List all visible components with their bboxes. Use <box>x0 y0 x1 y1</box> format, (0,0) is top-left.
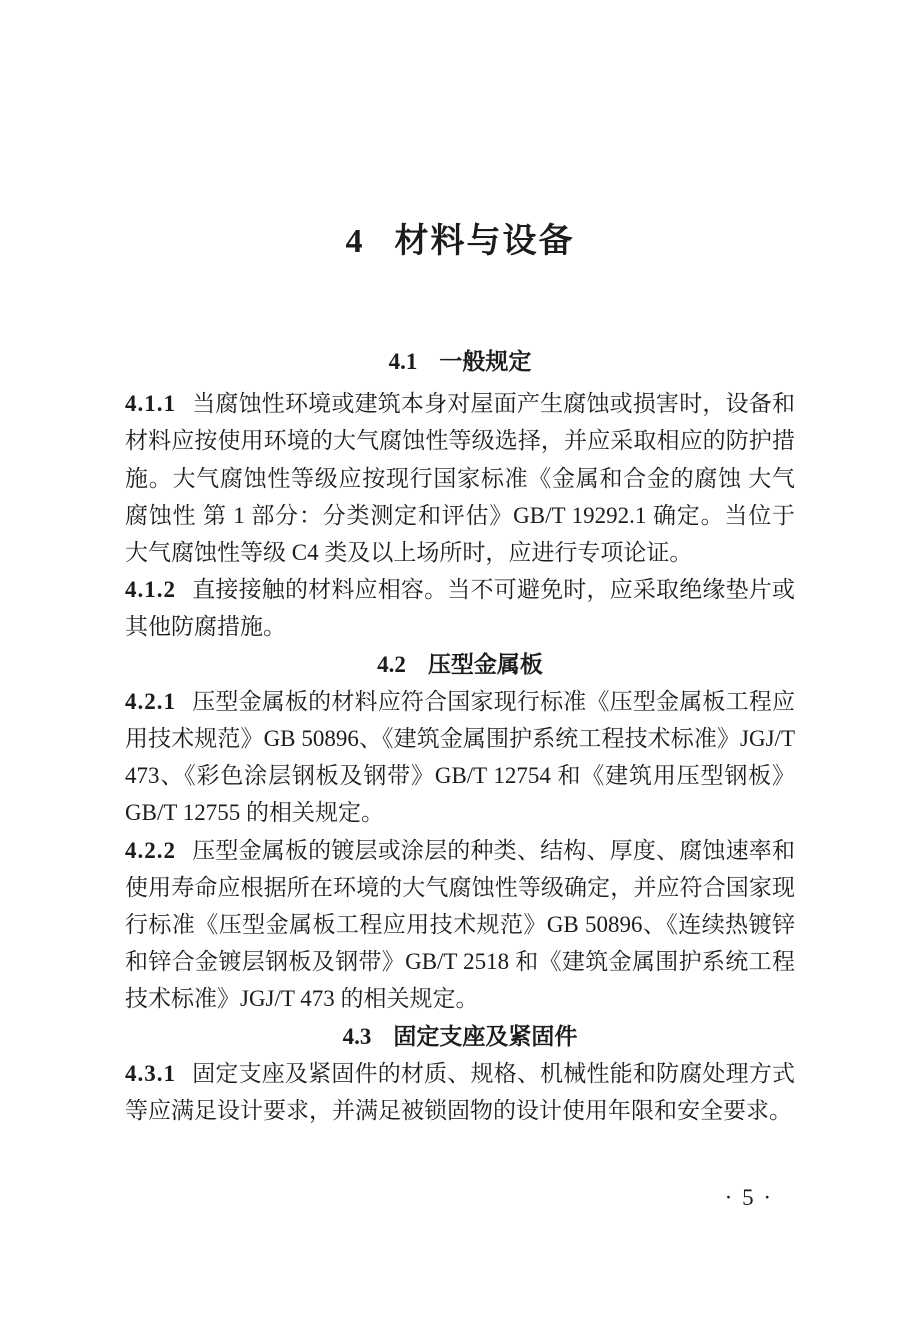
clause-4-1-1 <box>125 385 795 571</box>
page-number: · 5 · <box>724 1185 773 1210</box>
section-4-3-number: 4.3 <box>342 1023 372 1049</box>
clause-4-2-2 <box>125 832 795 1018</box>
section-4-1-title: 一般规定 <box>439 349 532 374</box>
clause-4-2-1-number: 4.2.1 <box>125 688 176 714</box>
clause-4-1-2-number: 4.1.2 <box>125 577 176 603</box>
chapter-title-text: 材料与设备 <box>394 223 575 260</box>
clause-4-1-1-text: 当腐蚀性环境或建筑本身对屋面产生腐蚀或损害时，设备和材料应按使用环境的大气腐蚀性等级选择，并应采取相应的防护措施。大气腐蚀性等级应按现行国家标准《金属和合金的腐蚀 大气腐蚀性 第 1 部分：分类测定和评估》GB/T 19292.1 确定。当位于大气腐蚀性等级 C4 类及以上场所时，应进行专项论证。 <box>125 391 795 566</box>
clause-4-3-1-number: 4.3.1 <box>125 1060 176 1086</box>
section-4-2 <box>125 646 795 1018</box>
page-content <box>125 0 795 1129</box>
clause-4-2-2-number: 4.2.2 <box>125 837 176 863</box>
clause-4-3-1-text: 固定支座及紧固件的材质、规格、机械性能和防腐处理方式等应满足设计要求，并满足被锁固物的设计使用年限和安全要求。 <box>125 1060 795 1124</box>
section-4-3 <box>125 1018 795 1130</box>
section-4-1-number: 4.1 <box>388 349 418 374</box>
clause-4-1-2 <box>125 571 795 645</box>
clause-4-2-1 <box>125 683 795 832</box>
chapter-number: 4 <box>345 223 363 260</box>
clause-4-1-1-number: 4.1.1 <box>125 391 176 417</box>
chapter-title <box>125 219 795 265</box>
clause-4-1-2-text: 直接接触的材料应相容。当不可避免时，应采取绝缘垫片或其他防腐措施。 <box>125 577 795 640</box>
clause-4-2-1-text: 压型金属板的材料应符合国家现行标准《压型金属板工程应用技术规范》GB 50896、《建筑金属围护系统工程技术标准》JGJ/T 473、《彩色涂层钢板及钢带》GB/T 12754 和《建筑用压型钢板》GB/T 12755 的相关规定。 <box>125 688 795 826</box>
section-4-1 <box>125 343 795 646</box>
section-4-2-title: 压型金属板 <box>427 651 543 677</box>
section-4-2-number: 4.2 <box>377 651 406 677</box>
section-4-3-title: 固定支座及紧固件 <box>393 1023 578 1049</box>
section-4-2-heading <box>125 646 795 683</box>
section-4-1-heading <box>125 343 795 380</box>
clause-4-3-1 <box>125 1055 795 1129</box>
clause-4-2-2-text: 压型金属板的镀层或涂层的种类、结构、厚度、腐蚀速率和使用寿命应根据所在环境的大气腐蚀性等级确定，并应符合国家现行标准《压型金属板工程应用技术规范》GB 50896、《连续热镀锌和锌合金镀层钢板及钢带》GB/T 2518 和《建筑金属围护系统工程技术标准》JGJ/T 473 的相关规定。 <box>125 837 795 1012</box>
section-4-3-heading <box>125 1018 795 1055</box>
